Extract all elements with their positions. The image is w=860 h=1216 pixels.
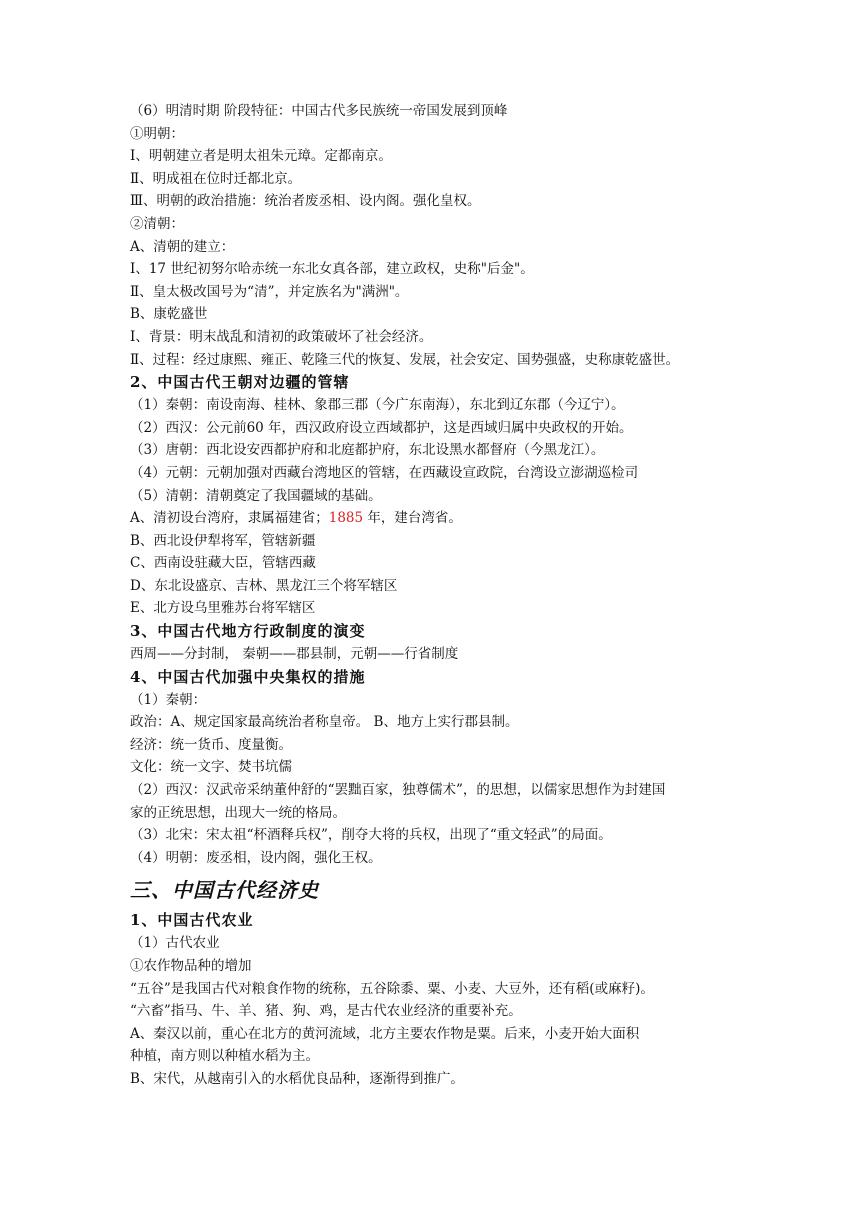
text-line: 文化：统一文字、焚书坑儒 bbox=[130, 759, 292, 776]
subsection-heading: 2、中国古代王朝对边疆的管辖 bbox=[130, 373, 350, 392]
text-line: 西周——分封制， 秦朝——郡县制，元朝——行省制度 bbox=[130, 646, 459, 663]
text-line: Ⅲ、明朝的政治措施：统治者废丞相、设内阁。强化皇权。 bbox=[130, 193, 481, 210]
document-page bbox=[130, 100, 750, 1091]
text-line: 种植，南方则以种植水稻为主。 bbox=[130, 1048, 319, 1065]
text-line bbox=[130, 507, 750, 530]
text-line: D、东北设盛京、吉林、黑龙江三个将军辖区 bbox=[130, 577, 398, 594]
highlighted-year: 1885 bbox=[328, 510, 364, 527]
text-line: ①农作物品种的增加 bbox=[130, 958, 252, 974]
text-line: ②清朝： bbox=[130, 215, 184, 232]
text-line: （3）北宋：宋太祖“杯酒释兵权”，削夺大将的兵权，出现了“重文轻武”的局面。 bbox=[130, 827, 612, 844]
text-line: A、秦汉以前，重心在北方的黄河流域，北方主要农作物是粟。后来，小麦开始大面积 bbox=[130, 1025, 640, 1042]
text-line: （3）唐朝：西北设安西都护府和北庭都护府，东北设黑水都督府（今黑龙江）。 bbox=[130, 442, 605, 459]
subsection-heading: 3、中国古代地方行政制度的演变 bbox=[130, 622, 366, 641]
text-line: “六畜”指马、牛、羊、猪、狗、鸡，是古代农业经济的重要补充。 bbox=[130, 1003, 522, 1020]
text-line: （1）秦朝： bbox=[130, 691, 207, 708]
text-line: B、康乾盛世 bbox=[130, 306, 208, 323]
text-line: （4）元朝：元朝加强对西藏台湾地区的管辖，在西藏设宣政院，台湾设立澎湖巡检司 bbox=[130, 464, 639, 481]
text-line: ①明朝： bbox=[130, 125, 184, 142]
text-line: Ⅱ、过程：经过康熙、雍正、乾隆三代的恢复、发展，社会安定、国势强盛，史称康乾盛世。 bbox=[130, 351, 680, 368]
text-line: Ⅰ、17 世纪初努尔哈赤统一东北女真各部，建立政权，史称"后金"。 bbox=[130, 261, 534, 278]
text-line: （4）明朝：废丞相，设内阁，强化王权。 bbox=[130, 849, 382, 866]
text-line: B、宋代，从越南引入的水稻优良品种，逐渐得到推广。 bbox=[130, 1070, 464, 1087]
text-segment: A、清初设台湾府，隶属福建省； bbox=[130, 510, 329, 527]
text-line: B、西北设伊犁将军，管辖新疆 bbox=[130, 532, 316, 549]
text-line: Ⅰ、背景：明末战乱和清初的政策破坏了社会经济。 bbox=[130, 328, 433, 345]
text-line: （1）古代农业 bbox=[130, 935, 220, 952]
section-heading: 三、中国古代经济史 bbox=[130, 878, 319, 903]
text-line: （2）西汉：汉武帝采纳董仲舒的“罢黜百家，独尊儒术”，的思想，以儒家思想作为封建国 bbox=[130, 782, 666, 799]
text-line: 家的正统思想，出现大一统的格局。 bbox=[130, 804, 346, 821]
text-line: 经济：统一货币、度量衡。 bbox=[130, 736, 292, 753]
text-line: Ⅱ、皇太极改国号为“清”，并定族名为"满洲"。 bbox=[130, 283, 409, 300]
subsection-heading: 1、中国古代农业 bbox=[130, 911, 254, 930]
text-line: E、北方设乌里雅苏台将军辖区 bbox=[130, 600, 316, 617]
text-line: （2）西汉：公元前60 年，西汉政府设立西域都护，这是西域归属中央政权的开始。 bbox=[130, 419, 633, 436]
text-line: A、清朝的建立： bbox=[130, 238, 235, 255]
text-line: Ⅰ、明朝建立者是明太祖朱元璋。定都南京。 bbox=[130, 148, 392, 165]
text-segment: 年，建台湾省。 bbox=[363, 510, 462, 527]
subsection-heading: 4、中国古代加强中央集权的措施 bbox=[130, 667, 366, 686]
text-line: 政治：A、规定国家最高统治者称皇帝。 B、地方上实行郡县制。 bbox=[130, 714, 519, 731]
text-line: （1）秦朝：南设南海、桂林、象郡三郡（今广东南海），东北到辽东郡（今辽宁）。 bbox=[130, 397, 625, 414]
text-line: “五谷”是我国古代对粮食作物的统称，五谷除黍、粟、小麦、大豆外，还有稻(或麻籽)。 bbox=[130, 980, 654, 997]
text-line: （6）明清时期 阶段特征：中国古代多民族统一帝国发展到顶峰 bbox=[130, 103, 508, 119]
text-line: Ⅱ、明成祖在位时迁都北京。 bbox=[130, 170, 302, 187]
text-line: （5）清朝：清朝奠定了我国疆域的基础。 bbox=[130, 487, 382, 504]
text-line: C、西南设驻藏大臣，管辖西藏 bbox=[130, 555, 316, 572]
